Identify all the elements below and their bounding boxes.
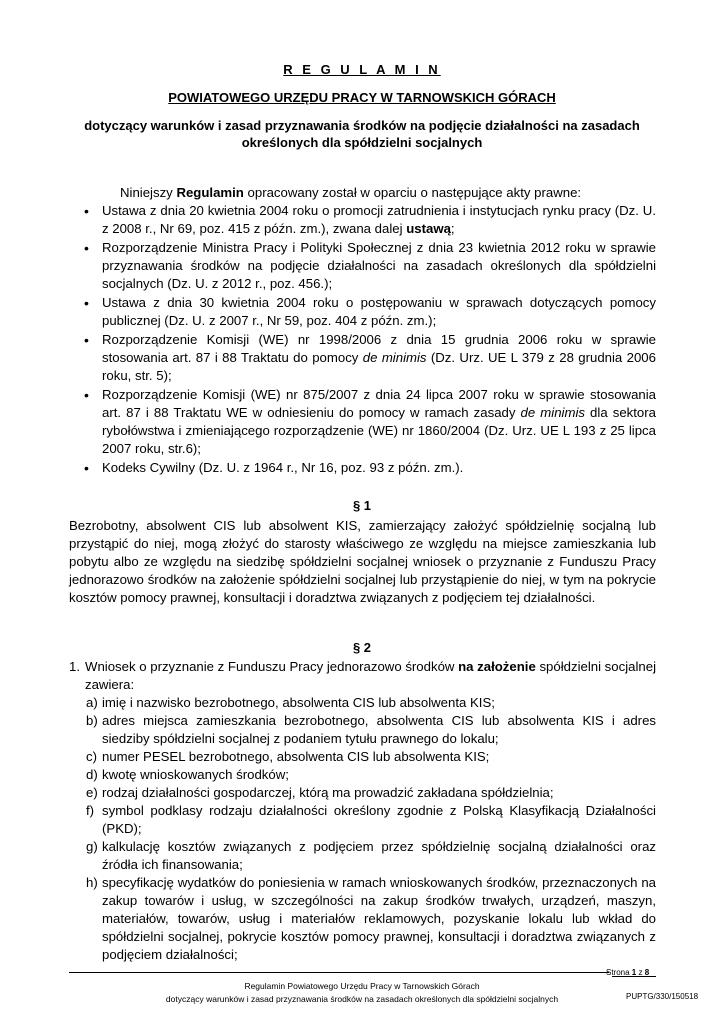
section-1-heading: § 1 (352, 498, 372, 513)
subitem-letter: a) (86, 695, 98, 710)
subitem-d (86, 766, 656, 784)
subitem-letter: d) (86, 767, 98, 782)
section-2-heading: § 2 (352, 640, 372, 655)
intro-post: opracowany został w oparciu o następujące akty prawne: (243, 185, 582, 200)
list-item (84, 459, 656, 477)
act-text: Rozporządzenie Ministra Pracy i Polityki Społecznej z dnia 23 kwietnia 2012 roku w sprawie przyznawania środków na podjęcie działalności na zasadach określonych dla spółdzielni socjalnych (Dz. U. z 2012 r., poz. 456.); (102, 240, 656, 291)
act-italic: de minimis (520, 405, 585, 420)
subitem-a (86, 694, 656, 712)
bullet-icon: • (84, 460, 89, 476)
list-item (84, 331, 656, 385)
list-item (84, 294, 656, 330)
subitem-text: kwotę wnioskowanych środków; (102, 767, 289, 782)
subitem-letter: b) (86, 713, 98, 728)
page-separator: z (636, 968, 645, 977)
act-text: Rozporządzenie Komisji (WE) nr 1998/2006 z dnia 15 grudnia 2006 roku w sprawie stosowania art. 87 i 88 Traktatu do pomocy (102, 332, 656, 365)
subitem-letter: e) (86, 785, 98, 800)
subitem-e (86, 784, 656, 802)
bullet-icon: • (84, 332, 89, 348)
intro-bold: Regulamin (176, 185, 244, 200)
subitem-f (86, 802, 656, 838)
act-bold: ustawą (406, 221, 451, 236)
subitem-g (86, 838, 656, 874)
subtitle-line-2: określonych dla spółdzielni socjalnych (241, 135, 483, 150)
list-item (84, 386, 656, 458)
subitem-letter: f) (86, 803, 95, 818)
section-1-text: Bezrobotny, absolwent CIS lub absolwent KIS, zamierzający założyć spółdzielnię socjalną lub przystąpić do niej, mogą złożyć do starosty właściwego ze względu na miejsce zamieszkania lub pobytu albo ze względu na siedzibę spółdzielni socjalnej wniosek o przyznanie z Funduszu Pracy jednorazowo środków na założenie spółdzielni socjalnej lub przystąpienie do niej, w tym na pokrycie kosztów pomocy prawnej, konsultacji i doradztwa związanych z podjęciem tej działalności. (69, 518, 656, 605)
item-text (85, 658, 656, 694)
intro-paragraph (120, 184, 680, 202)
subitem-h (86, 874, 656, 964)
subitem-letter: g) (86, 839, 98, 854)
page-current: 1 (631, 968, 637, 977)
bullet-icon: • (84, 203, 89, 219)
footer-line-1: Regulamin Powiatowego Urzędu Pracy w Tarnowskich Górach (244, 981, 480, 991)
act-text-end: ; (450, 221, 455, 236)
subitem-text: rodzaj działalności gospodarczej, którą ma prowadzić zakładana spółdzielnia; (102, 785, 554, 800)
page-total: 8 (644, 968, 650, 977)
bullet-icon: • (84, 240, 89, 256)
subitem-text: specyfikację wydatków do poniesienia w ramach wnioskowanych środków, przeznaczonych na zakup towarów i usług, w szczególności na zakup środków trwałych, urządzeń, maszyn, materiałów, towarów, usług i materiałów reklamowych, pozyskanie lokalu lub wkład do spółdzielni socjalnej, pokrycie kosztów pomocy prawnej, konsultacji i doradztwa związanych z podjęciem działalności; (102, 875, 656, 962)
act-text: Ustawa z dnia 20 kwietnia 2004 roku o promocji zatrudnienia i instytucjach rynku pracy (Dz. U. z 2008 r., Nr 69, poz. 415 z późn. zm.), zwana dalej (102, 203, 656, 236)
footer-divider (69, 972, 609, 973)
subitem-text: kalkulację kosztów związanych z podjęciem przez spółdzielnię socjalną działalności oraz źródła ich finansowania; (102, 839, 656, 872)
legal-acts-list (84, 202, 656, 478)
act-text: Ustawa z dnia 30 kwietnia 2004 roku o postępowaniu w sprawach dotyczących pomocy publicznej (Dz. U. z 2007 r., Nr 59, poz. 404 z późn. zm.); (102, 295, 656, 328)
footer-line-2: dotyczący warunków i zasad przyznawania środków na zasadach określonych dla spółdzielni socjalnych (165, 994, 559, 1004)
subitem-text: adres miejsca zamieszkania bezrobotnego, absolwenta CIS lub absolwenta KIS i adres siedziby spółdzielni socjalnej z podaniem tytułu prawnego do lokalu; (102, 713, 656, 746)
subitem-text: symbol podklasy rodzaju działalności określony zgodnie z Polską Klasyfikacją Działalności (PKD); (102, 803, 656, 836)
act-italic: de minimis (362, 350, 427, 365)
subitem-text: imię i nazwisko bezrobotnego, absolwenta CIS lub absolwenta KIS; (102, 695, 495, 710)
document-subtitle (0, 117, 724, 151)
item-text-bold: na założenie (458, 659, 536, 674)
page-number (606, 968, 649, 977)
subitem-b (86, 712, 656, 748)
intro-pre: Niniejszy (120, 185, 177, 200)
list-item (84, 202, 656, 238)
item-number: 1. (69, 659, 80, 674)
item-text-post: spółdzielni socjalnej zawiera: (85, 659, 657, 692)
act-text-end: dla sektora rybołówstwa i zmieniającego rozporządzenie (WE) nr 1860/2004 (Dz. Urz. UE L 193 z 25 lipca 2007 roku, str.6); (102, 405, 656, 456)
act-text: Rozporządzenie Komisji (WE) nr 875/2007 z dnia 24 lipca 2007 roku w sprawie stosowania art. 87 i 88 Traktatu WE w odniesieniu do pomocy w ramach zasady (102, 387, 656, 420)
document-title: R E G U L A M I N (283, 62, 441, 77)
document-code: PUPTG/330/150518 (626, 992, 699, 1001)
subitem-c (86, 748, 656, 766)
act-text: Kodeks Cywilny (Dz. U. z 1964 r., Nr 16, poz. 93 z późn. zm.). (102, 460, 464, 475)
bullet-icon: • (84, 295, 89, 311)
item-text-pre: Wniosek o przyznanie z Funduszu Pracy jednorazowo środków (85, 659, 459, 674)
office-name: POWIATOWEGO URZĘDU PRACY W TARNOWSKICH GÓRACH (168, 90, 556, 105)
subitem-text: numer PESEL bezrobotnego, absolwenta CIS lub absolwenta KIS; (102, 749, 490, 764)
subitem-letter: c) (86, 749, 97, 764)
page-label: Strona (606, 968, 632, 977)
subitem-letter: h) (86, 875, 98, 890)
subtitle-line-1: dotyczący warunków i zasad przyznawania środków na podjęcie działalności na zasadach (84, 118, 640, 133)
section-2-item-1 (69, 658, 656, 694)
list-item (84, 239, 656, 293)
bullet-icon: • (84, 387, 89, 403)
act-text-end: (Dz. Urz. UE L 379 z 28 grudnia 2006 roku, str. 5); (102, 350, 656, 383)
